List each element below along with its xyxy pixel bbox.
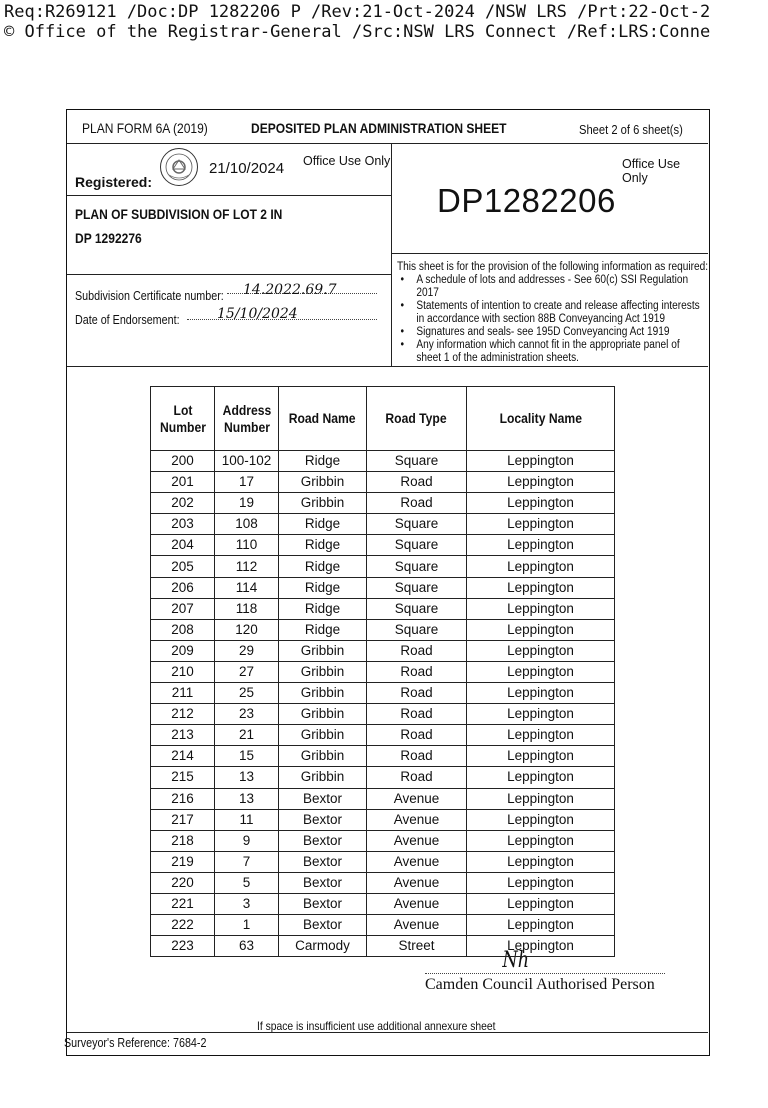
- footer-divider: [67, 1032, 708, 1033]
- lot-number-cell: 203: [151, 514, 215, 535]
- table-row: [151, 704, 615, 725]
- road-name-cell: Gribbin: [279, 640, 367, 661]
- signature-line: [425, 973, 665, 974]
- lot-number-cell: 221: [151, 893, 215, 914]
- road-type-cell: Road: [367, 767, 467, 788]
- lot-number-cell: 202: [151, 493, 215, 514]
- road-name-cell: Gribbin: [279, 746, 367, 767]
- col-header-locality-name: Locality Name: [467, 387, 615, 451]
- title-divider: [67, 143, 708, 144]
- sheet-number: Sheet 2 of 6 sheet(s): [579, 122, 683, 137]
- table-row: [151, 809, 615, 830]
- address-number-cell: 100-102: [215, 451, 279, 472]
- road-name-cell: Ridge: [279, 451, 367, 472]
- locality-name-cell: Leppington: [467, 893, 615, 914]
- road-name-cell: Ridge: [279, 556, 367, 577]
- table-row: [151, 725, 615, 746]
- road-name-cell: Bextor: [279, 830, 367, 851]
- address-number-cell: 1: [215, 915, 279, 936]
- locality-name-cell: Leppington: [467, 809, 615, 830]
- table-row: [151, 472, 615, 493]
- locality-name-cell: Leppington: [467, 619, 615, 640]
- address-number-cell: 114: [215, 577, 279, 598]
- col-header-lot-number: Lot Number: [151, 387, 215, 451]
- road-name-cell: Ridge: [279, 535, 367, 556]
- table-row: [151, 556, 615, 577]
- road-name-cell: Ridge: [279, 619, 367, 640]
- date-endorsement-label: Date of Endorsement:: [75, 313, 180, 327]
- lot-number-cell: 222: [151, 915, 215, 936]
- plan-title-divider: [67, 274, 391, 275]
- lot-number-cell: 201: [151, 472, 215, 493]
- table-header-row: [151, 387, 615, 451]
- locality-name-cell: Leppington: [467, 936, 615, 957]
- registered-label: Registered:: [75, 174, 153, 190]
- table-row: [151, 872, 615, 893]
- lot-number-cell: 208: [151, 619, 215, 640]
- road-name-cell: Gribbin: [279, 767, 367, 788]
- surveyor-reference: Surveyor's Reference: 7684-2: [64, 1036, 207, 1050]
- lot-number-cell: 207: [151, 598, 215, 619]
- locality-name-cell: Leppington: [467, 704, 615, 725]
- lot-number-cell: 223: [151, 936, 215, 957]
- subdivision-cert-label: Subdivision Certificate number:: [75, 289, 224, 303]
- locality-name-cell: Leppington: [467, 683, 615, 704]
- address-number-cell: 11: [215, 809, 279, 830]
- road-name-cell: Gribbin: [279, 472, 367, 493]
- lot-number-cell: 209: [151, 640, 215, 661]
- lot-number-cell: 205: [151, 556, 215, 577]
- address-number-cell: 17: [215, 472, 279, 493]
- authorised-person-label: Camden Council Authorised Person: [425, 976, 655, 993]
- road-name-cell: Gribbin: [279, 661, 367, 682]
- table-row: [151, 535, 615, 556]
- table-row: [151, 577, 615, 598]
- locality-name-cell: Leppington: [467, 788, 615, 809]
- locality-name-cell: Leppington: [467, 493, 615, 514]
- locality-name-cell: Leppington: [467, 872, 615, 893]
- date-endorsement-value: 15/10/2024: [217, 306, 298, 322]
- table-row: [151, 936, 615, 957]
- table-row: [151, 788, 615, 809]
- col-header-road-name: Road Name: [279, 387, 367, 451]
- plan-number-divider: [391, 253, 708, 254]
- road-type-cell: Avenue: [367, 851, 467, 872]
- road-name-cell: Ridge: [279, 598, 367, 619]
- upper-panel-divider: [67, 366, 708, 367]
- table-row: [151, 661, 615, 682]
- road-name-cell: Bextor: [279, 915, 367, 936]
- plan-number: DP1282206: [437, 182, 616, 219]
- road-type-cell: Square: [367, 577, 467, 598]
- road-type-cell: Road: [367, 746, 467, 767]
- lot-number-cell: 214: [151, 746, 215, 767]
- road-type-cell: Avenue: [367, 788, 467, 809]
- road-name-cell: Carmody: [279, 936, 367, 957]
- road-name-cell: Bextor: [279, 893, 367, 914]
- table-row: [151, 767, 615, 788]
- registrar-seal: [159, 147, 199, 187]
- table-row: [151, 746, 615, 767]
- locality-name-cell: Leppington: [467, 577, 615, 598]
- locality-name-cell: Leppington: [467, 598, 615, 619]
- sheet-title: DEPOSITED PLAN ADMINISTRATION SHEET: [251, 120, 507, 136]
- table-row: [151, 514, 615, 535]
- road-name-cell: Bextor: [279, 809, 367, 830]
- table-row: [151, 640, 615, 661]
- lot-number-cell: 212: [151, 704, 215, 725]
- registered-date: 21/10/2024: [209, 160, 285, 177]
- info-item: • A schedule of lots and addresses - See 60(c) SSI Regulation 2017: [397, 274, 705, 300]
- address-number-cell: 9: [215, 830, 279, 851]
- address-number-cell: 23: [215, 704, 279, 725]
- road-type-cell: Avenue: [367, 893, 467, 914]
- lot-number-cell: 204: [151, 535, 215, 556]
- road-type-cell: Road: [367, 683, 467, 704]
- info-item: • Signatures and seals- see 195D Conveyancing Act 1919: [397, 326, 705, 339]
- road-type-cell: Avenue: [367, 830, 467, 851]
- plan-title-line-1: PLAN OF SUBDIVISION OF LOT 2 IN: [75, 206, 283, 222]
- address-number-cell: 13: [215, 788, 279, 809]
- table-row: [151, 830, 615, 851]
- address-number-cell: 118: [215, 598, 279, 619]
- locality-name-cell: Leppington: [467, 661, 615, 682]
- subdivision-cert-value: 14.2022.69.7: [243, 282, 337, 298]
- info-intro: This sheet is for the provision of the following information as required:: [397, 261, 709, 273]
- address-number-cell: 5: [215, 872, 279, 893]
- office-use-left: Office Use Only: [303, 154, 391, 168]
- address-number-cell: 110: [215, 535, 279, 556]
- locality-name-cell: Leppington: [467, 767, 615, 788]
- col-header-address-number: Address Number: [215, 387, 279, 451]
- road-type-cell: Avenue: [367, 809, 467, 830]
- locality-name-cell: Leppington: [467, 851, 615, 872]
- road-type-cell: Avenue: [367, 872, 467, 893]
- road-type-cell: Road: [367, 704, 467, 725]
- lot-number-cell: 211: [151, 683, 215, 704]
- road-type-cell: Street: [367, 936, 467, 957]
- lot-number-cell: 218: [151, 830, 215, 851]
- doc-header-line-1: Req:R269121 /Doc:DP 1282206 P /Rev:21-Oct-2024 /NSW LRS /Prt:22-Oct-2: [4, 2, 711, 22]
- road-type-cell: Avenue: [367, 915, 467, 936]
- road-type-cell: Square: [367, 556, 467, 577]
- lot-schedule-table: [150, 386, 615, 957]
- table-row: [151, 683, 615, 704]
- road-type-cell: Road: [367, 661, 467, 682]
- table-row: [151, 619, 615, 640]
- lot-number-cell: 206: [151, 577, 215, 598]
- lot-number-cell: 213: [151, 725, 215, 746]
- locality-name-cell: Leppington: [467, 915, 615, 936]
- table-row: [151, 915, 615, 936]
- address-number-cell: 120: [215, 619, 279, 640]
- locality-name-cell: Leppington: [467, 725, 615, 746]
- plan-title-line-2: DP 1292276: [75, 230, 142, 246]
- table-row: [151, 598, 615, 619]
- address-number-cell: 108: [215, 514, 279, 535]
- lot-table-body: [151, 451, 615, 957]
- road-type-cell: Road: [367, 493, 467, 514]
- lot-number-cell: 219: [151, 851, 215, 872]
- table-row: [151, 851, 615, 872]
- info-item: • Any information which cannot fit in the appropriate panel of sheet 1 of the administration sheets.: [397, 339, 705, 365]
- locality-name-cell: Leppington: [467, 830, 615, 851]
- address-number-cell: 7: [215, 851, 279, 872]
- signature: Nh: [502, 948, 530, 973]
- road-name-cell: Ridge: [279, 514, 367, 535]
- road-name-cell: Bextor: [279, 788, 367, 809]
- table-row: [151, 493, 615, 514]
- lot-number-cell: 210: [151, 661, 215, 682]
- doc-header-line-2: © Office of the Registrar-General /Src:NSW LRS Connect /Ref:LRS:Conne: [4, 22, 711, 42]
- registered-divider: [67, 195, 391, 196]
- road-name-cell: Gribbin: [279, 493, 367, 514]
- road-name-cell: Bextor: [279, 851, 367, 872]
- insufficient-space-note: If space is insufficient use additional annexure sheet: [257, 1019, 496, 1033]
- address-number-cell: 21: [215, 725, 279, 746]
- locality-name-cell: Leppington: [467, 535, 615, 556]
- panel-divider: [391, 143, 392, 366]
- table-row: [151, 451, 615, 472]
- address-number-cell: 27: [215, 661, 279, 682]
- info-item: • Statements of intention to create and release affecting interests in accordance with section 88B Conveyancing Act 1919: [397, 300, 705, 326]
- road-name-cell: Ridge: [279, 577, 367, 598]
- col-header-road-type: Road Type: [367, 387, 467, 451]
- road-type-cell: Square: [367, 514, 467, 535]
- road-name-cell: Bextor: [279, 872, 367, 893]
- lot-number-cell: 215: [151, 767, 215, 788]
- lot-number-cell: 216: [151, 788, 215, 809]
- table-row: [151, 893, 615, 914]
- locality-name-cell: Leppington: [467, 451, 615, 472]
- road-type-cell: Square: [367, 598, 467, 619]
- info-panel: [397, 261, 707, 365]
- address-number-cell: 15: [215, 746, 279, 767]
- address-number-cell: 112: [215, 556, 279, 577]
- address-number-cell: 63: [215, 936, 279, 957]
- address-number-cell: 29: [215, 640, 279, 661]
- lot-number-cell: 217: [151, 809, 215, 830]
- lot-number-cell: 220: [151, 872, 215, 893]
- road-name-cell: Gribbin: [279, 683, 367, 704]
- address-number-cell: 19: [215, 493, 279, 514]
- road-name-cell: Gribbin: [279, 725, 367, 746]
- locality-name-cell: Leppington: [467, 514, 615, 535]
- locality-name-cell: Leppington: [467, 746, 615, 767]
- road-type-cell: Square: [367, 619, 467, 640]
- locality-name-cell: Leppington: [467, 556, 615, 577]
- road-type-cell: Road: [367, 640, 467, 661]
- road-type-cell: Square: [367, 451, 467, 472]
- road-type-cell: Square: [367, 535, 467, 556]
- address-number-cell: 13: [215, 767, 279, 788]
- road-type-cell: Road: [367, 725, 467, 746]
- office-use-right: Office Use Only: [622, 157, 681, 185]
- road-type-cell: Road: [367, 472, 467, 493]
- locality-name-cell: Leppington: [467, 640, 615, 661]
- road-name-cell: Gribbin: [279, 704, 367, 725]
- address-number-cell: 25: [215, 683, 279, 704]
- address-number-cell: 3: [215, 893, 279, 914]
- locality-name-cell: Leppington: [467, 472, 615, 493]
- plan-form-label: PLAN FORM 6A (2019): [82, 120, 208, 136]
- lot-number-cell: 200: [151, 451, 215, 472]
